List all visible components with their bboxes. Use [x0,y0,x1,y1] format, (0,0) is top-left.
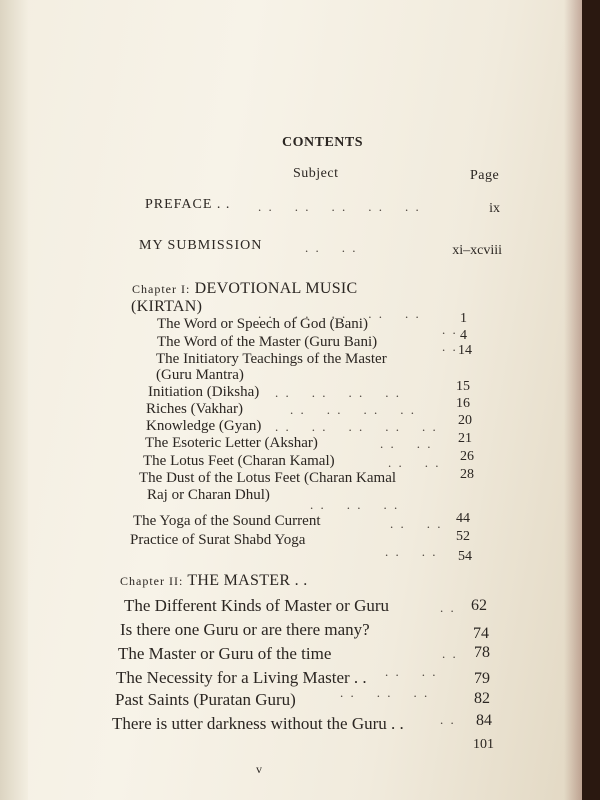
toc-entry-page: 79 [474,670,490,687]
page-fold-shadow [0,0,28,800]
leader-dots: . . . . . . . . [275,385,401,400]
toc-entry-page: 15 [456,379,470,394]
toc-entry-label: The Esoteric Letter (Akshar) [145,435,318,451]
page-header: Page [470,168,500,183]
toc-entry-page: 62 [471,597,487,614]
chapter1-prefix: Chapter I: [132,282,191,296]
toc-entry-label: The Master or Guru of the time [118,644,332,663]
toc-entry-page: 44 [456,511,470,526]
toc-entry-page: 82 [474,690,490,707]
toc-entry-label: There is utter darkness without the Guru . . [112,714,404,733]
toc-entry-label: The Dust of the Lotus Feet (Charan Kamal [139,470,397,486]
toc-entry-label: The Different Kinds of Master or Guru [124,596,390,615]
chapter2-title: THE MASTER . . [187,572,308,589]
preface-label: PREFACE . . [145,197,231,212]
toc-entry-page: 21 [458,431,472,446]
toc-entry-page: 52 [456,529,470,544]
toc-entry-page: 4 [460,328,467,343]
chapter2-heading [120,572,308,590]
submission-page: xi–xcviii [452,243,502,258]
chapter1-heading [132,280,358,298]
toc-entry-label: The Initiatory Teachings of the Master [156,351,387,367]
leader-dots: . . . . . . . . . . [275,419,438,434]
leader-dots: . . . . [305,240,358,255]
leader-dots: . . . . [385,544,438,559]
toc-entry-page: 14 [458,343,472,358]
subject-header: Subject [293,166,339,181]
page-edge-shadow [564,0,582,800]
leader-dots: . . [442,646,458,661]
preface-page: ix [489,201,500,216]
leader-dots: . . [440,600,456,615]
leader-dots: . . . . [390,516,443,531]
toc-entry-page: 54 [458,549,472,564]
leader-dots: . . . . . . . . . . [258,199,421,214]
toc-entry-page: 84 [476,712,492,729]
toc-entry-label: The Lotus Feet (Charan Kamal) [143,453,335,469]
page-number-footer: v [256,762,262,776]
toc-entry-page: 28 [460,467,474,482]
leader-dots: . . . . [380,436,433,451]
leader-dots: . . [442,322,458,337]
toc-entry-label: (Guru Mantra) [156,367,244,383]
toc-entry-label: Past Saints (Puratan Guru) [115,690,296,709]
chapter1-title: DEVOTIONAL MUSIC [194,280,358,297]
leader-dots: . . . . . . [340,685,430,700]
toc-entry-page: 26 [460,449,474,464]
toc-entry-page: 16 [456,396,470,411]
toc-entry-label: Raj or Charan Dhul) [147,487,270,503]
toc-entry-label: The Yoga of the Sound Current [133,513,321,529]
toc-entry-page: 78 [474,644,490,661]
contents-title: CONTENTS [282,135,364,150]
toc-entry-page: 101 [473,737,494,752]
toc-entry-label: Knowledge (Gyan) [146,418,262,434]
leader-dots: . . . . . . . . [290,402,416,417]
submission-label: MY SUBMISSION [139,238,263,253]
chapter1-subtitle: (KIRTAN) [131,298,203,315]
toc-entry-page: 1 [460,311,467,326]
leader-dots: . . [440,712,456,727]
toc-entry-label: The Word or Speech of God (Bani) [157,316,368,332]
toc-entry-label: Initiation (Diksha) [148,384,260,400]
toc-entry-label: Riches (Vakhar) [146,401,244,417]
chapter2-prefix: Chapter II: [120,574,184,588]
toc-entry-label: The Necessity for a Living Master . . [116,668,367,687]
toc-entry-label: Practice of Surat Shabd Yoga [130,532,306,548]
leader-dots: . . [442,339,458,354]
toc-entry-label: The Word of the Master (Guru Bani) [157,334,378,350]
leader-dots: . . . . [388,455,441,470]
toc-entry-page: 74 [473,625,489,642]
toc-entry-page: 20 [458,413,472,428]
leader-dots: . . . . . . . . . . [258,306,421,321]
toc-entry-label: Is there one Guru or are there many? [120,620,370,639]
leader-dots: . . . . [385,664,438,679]
leader-dots: . . . . . . [310,497,400,512]
